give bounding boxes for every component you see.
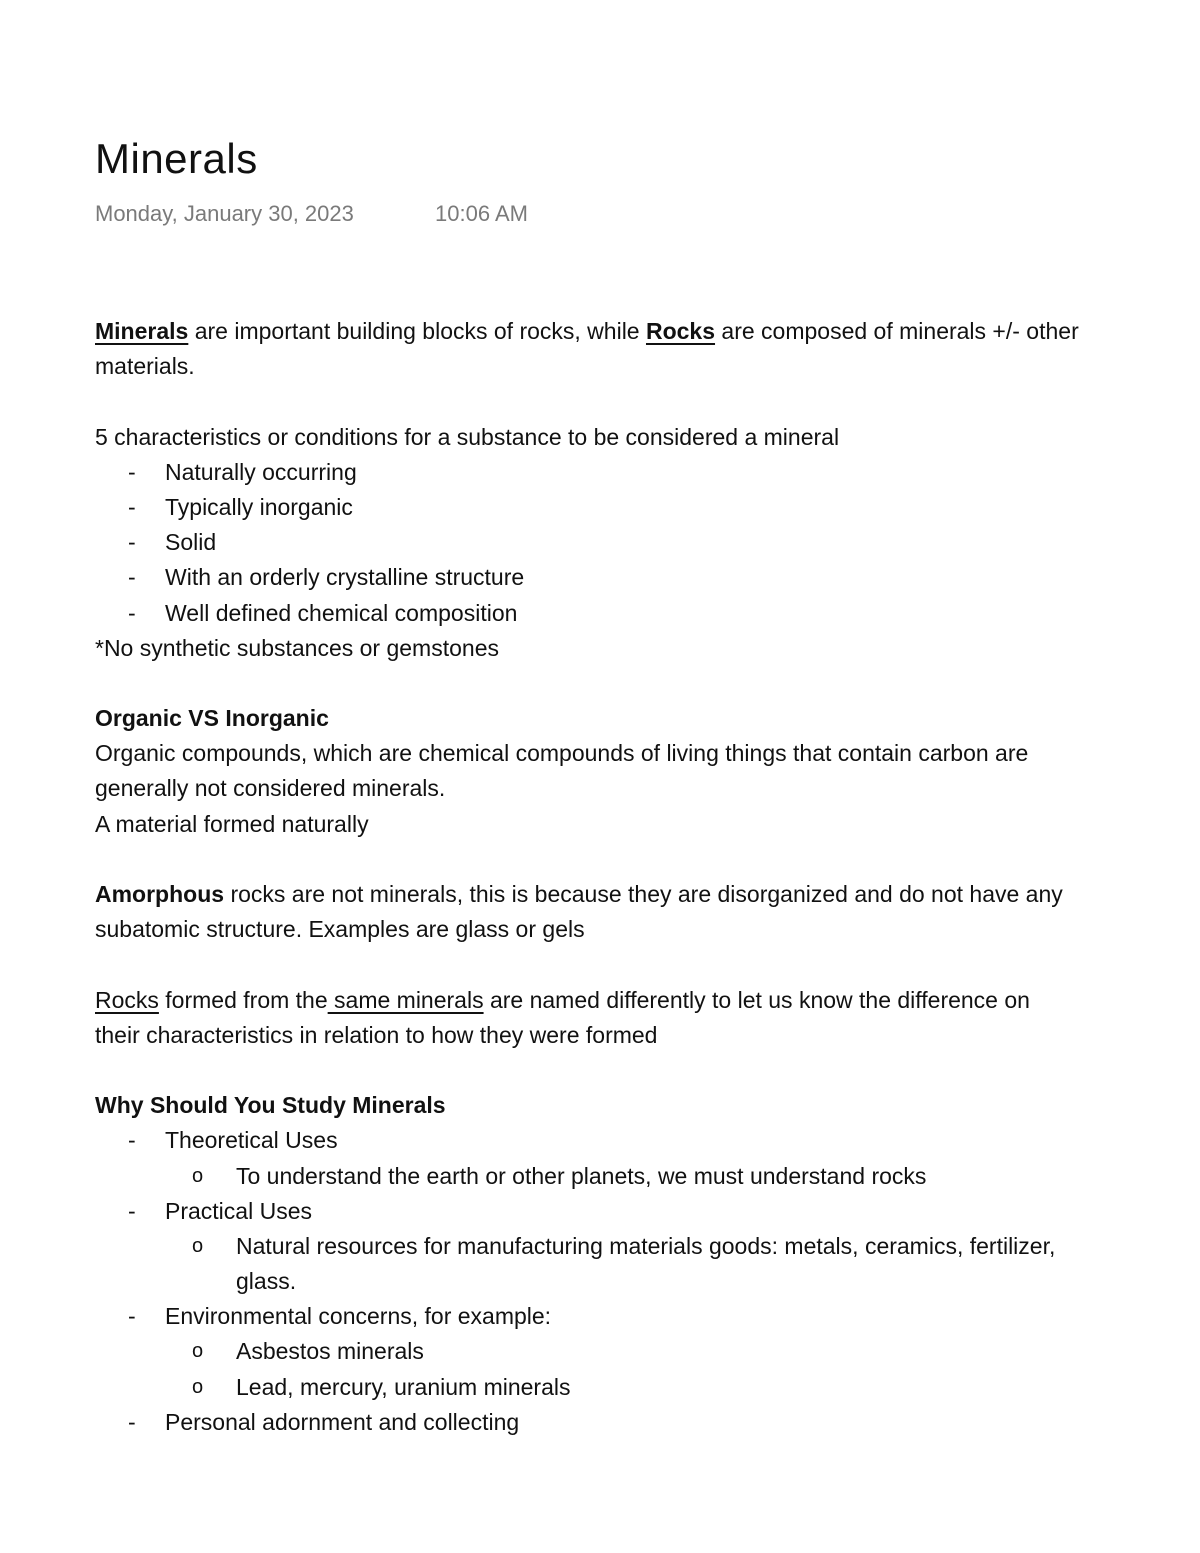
list-item — [95, 1299, 1200, 1334]
dash-bullet: - — [128, 564, 136, 591]
list-item-text: With an orderly crystalline structure — [165, 564, 525, 591]
organic-line-2: generally not considered minerals. — [95, 775, 446, 802]
dash-bullet: - — [128, 1197, 136, 1224]
dash-bullet: - — [128, 599, 136, 626]
page-date: Monday, January 30, 2023 — [95, 201, 354, 226]
sub-list-item-text: glass. — [236, 1268, 297, 1295]
dash-bullet: - — [128, 493, 136, 520]
circle-bullet: o — [192, 1164, 204, 1187]
spacer — [95, 842, 1200, 877]
sub-list-item-text: Natural resources for manufacturing materials goods: metals, ceramics, fertilizer, — [236, 1232, 1056, 1259]
rocks-term: Rocks — [645, 318, 716, 344]
why-heading: Why Should You Study Minerals — [95, 1092, 446, 1119]
rocks-line-1 — [95, 983, 1200, 1018]
list-item-text: Solid — [165, 529, 217, 556]
sub-list-item — [95, 1334, 1200, 1369]
dash-bullet: - — [128, 1303, 136, 1330]
sub-list-item-text: To understand the earth or other planets, we must understand rocks — [236, 1162, 927, 1189]
spacer — [95, 947, 1200, 982]
dash-bullet: - — [128, 529, 136, 556]
sub-list-item-text: Asbestos minerals — [236, 1338, 424, 1365]
dash-bullet: - — [128, 1127, 136, 1154]
minerals-term: Minerals — [95, 318, 189, 344]
amorphous-term: Amorphous — [95, 881, 225, 907]
characteristics-note: *No synthetic substances or gemstones — [95, 634, 499, 661]
list-item — [95, 560, 1200, 595]
sub-list-item — [95, 1159, 1200, 1194]
circle-bullet: o — [192, 1234, 204, 1257]
organic-line-1: Organic compounds, which are chemical compounds of living things that contain carbon are — [95, 740, 1029, 767]
list-item-text: Personal adornment and collecting — [165, 1408, 520, 1435]
amorphous-line-1 — [95, 877, 1200, 912]
page-title: Minerals — [95, 135, 258, 182]
rocks-text-2: are named differently to let us know the difference on — [483, 986, 1030, 1013]
list-item — [95, 455, 1200, 490]
circle-bullet: o — [192, 1375, 204, 1398]
list-item-text: Environmental concerns, for example: — [165, 1303, 552, 1330]
circle-bullet: o — [192, 1340, 204, 1363]
spacer — [95, 1053, 1200, 1088]
same-minerals-term: same minerals — [327, 986, 484, 1013]
list-item — [95, 490, 1200, 525]
organic-line-3: A material formed naturally — [95, 810, 369, 837]
list-item — [95, 525, 1200, 560]
sub-list-item-text: Lead, mercury, uranium minerals — [236, 1373, 571, 1400]
list-item — [95, 1123, 1200, 1158]
note-body — [95, 314, 1200, 1440]
characteristics-heading: 5 characteristics or conditions for a substance to be considered a mineral — [95, 423, 840, 450]
page-meta — [95, 199, 528, 229]
list-item — [95, 1405, 1200, 1440]
list-item-text: Typically inorganic — [165, 493, 353, 520]
sub-list-item-continuation — [95, 1264, 1200, 1299]
intro-line-1 — [95, 314, 1200, 349]
list-item-text: Well defined chemical composition — [165, 599, 518, 626]
intro-line-2: materials. — [95, 353, 195, 380]
list-item — [95, 1194, 1200, 1229]
sub-list-item — [95, 1229, 1200, 1264]
amorphous-line-2: subatomic structure. Examples are glass or gels — [95, 916, 585, 943]
rocks-line-2: their characteristics in relation to how they were formed — [95, 1021, 658, 1048]
list-item-text: Naturally occurring — [165, 458, 357, 485]
amorphous-text: rocks are not minerals, this is because they are disorganized and do not have any — [224, 881, 1063, 907]
list-item-text: Practical Uses — [165, 1197, 312, 1224]
dash-bullet: - — [128, 458, 136, 485]
page-time: 10:06 AM — [435, 201, 528, 226]
intro-text-1: are important building blocks of rocks, while — [188, 318, 646, 344]
organic-heading: Organic VS Inorganic — [95, 705, 329, 732]
intro-text-2: are composed of minerals +/- other — [715, 318, 1079, 344]
spacer — [95, 666, 1200, 701]
spacer — [95, 384, 1200, 419]
sub-list-item — [95, 1370, 1200, 1405]
list-item-text: Theoretical Uses — [165, 1127, 338, 1154]
list-item — [95, 596, 1200, 631]
rocks-term-2: Rocks — [95, 986, 159, 1013]
rocks-text-1: formed from the — [158, 986, 328, 1013]
dash-bullet: - — [128, 1408, 136, 1435]
